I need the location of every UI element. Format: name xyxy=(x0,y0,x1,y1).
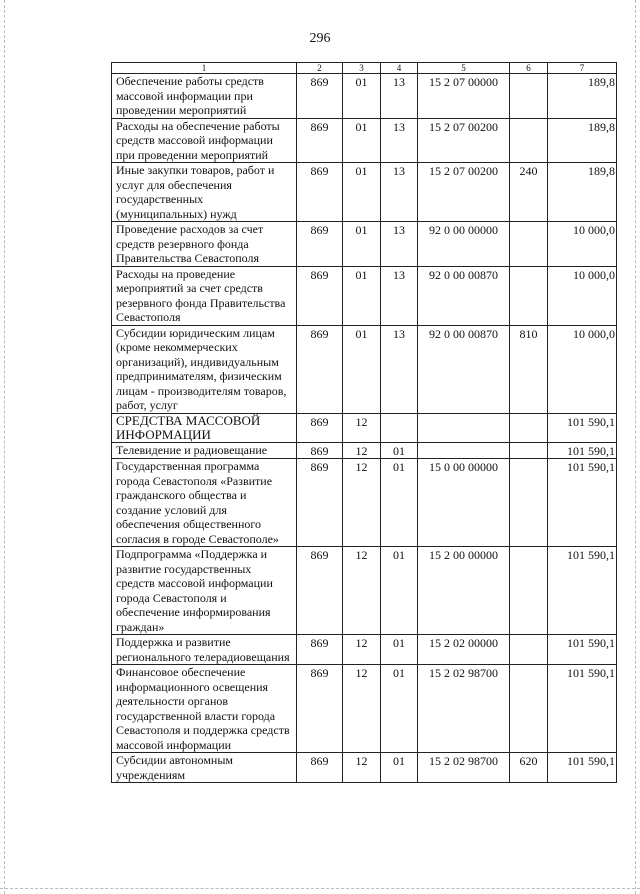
cell-name: Поддержка и развитие регионального телерадиовещания xyxy=(112,635,297,665)
cell-expense-type: 620 xyxy=(510,753,548,783)
cell-section-code: 12 xyxy=(343,442,381,459)
cell-section-code: 12 xyxy=(343,459,381,547)
column-header-4: 4 xyxy=(381,63,418,74)
cell-amount: 189,8 xyxy=(548,74,617,119)
table-body xyxy=(112,74,617,783)
cell-expense-type xyxy=(510,222,548,267)
cell-expense-type: 240 xyxy=(510,163,548,222)
cell-amount: 101 590,1 xyxy=(548,547,617,635)
table-row xyxy=(112,442,617,459)
cell-expense-type xyxy=(510,413,548,442)
cell-subsection-code: 13 xyxy=(381,325,418,413)
cell-target-article: 15 2 00 00000 xyxy=(418,547,510,635)
scan-edge-left xyxy=(4,0,5,894)
cell-name: Субсидии автономным учреждениям xyxy=(112,753,297,783)
cell-grbs-code: 869 xyxy=(297,635,343,665)
table-row xyxy=(112,266,617,325)
table-row xyxy=(112,74,617,119)
table-row xyxy=(112,325,617,413)
column-header-6: 6 xyxy=(510,63,548,74)
cell-grbs-code: 869 xyxy=(297,325,343,413)
cell-target-article: 15 2 07 00200 xyxy=(418,118,510,163)
cell-subsection-code: 01 xyxy=(381,665,418,753)
cell-grbs-code: 869 xyxy=(297,459,343,547)
cell-expense-type xyxy=(510,547,548,635)
cell-name: Расходы на проведение мероприятий за счет средств резервного фонда Правительства Севастополя xyxy=(112,266,297,325)
cell-subsection-code: 13 xyxy=(381,74,418,119)
cell-section-code: 01 xyxy=(343,163,381,222)
cell-target-article: 92 0 00 00870 xyxy=(418,325,510,413)
table-row xyxy=(112,459,617,547)
cell-target-article: 92 0 00 00870 xyxy=(418,266,510,325)
column-header-3: 3 xyxy=(343,63,381,74)
cell-section-code: 01 xyxy=(343,118,381,163)
cell-amount: 10 000,0 xyxy=(548,325,617,413)
cell-subsection-code: 13 xyxy=(381,163,418,222)
cell-expense-type xyxy=(510,118,548,163)
cell-section-code: 01 xyxy=(343,74,381,119)
cell-section-code: 12 xyxy=(343,547,381,635)
scan-edge-right xyxy=(635,0,636,894)
cell-section-code: 12 xyxy=(343,753,381,783)
column-header-1: 1 xyxy=(112,63,297,74)
cell-name: Государственная программа города Севастополя «Развитие гражданского общества и создание условий для обеспечения общественного согласия в городе Севастополе» xyxy=(112,459,297,547)
table-row xyxy=(112,163,617,222)
cell-name: Проведение расходов за счет средств резервного фонда Правительства Севастополя xyxy=(112,222,297,267)
cell-name: Финансовое обеспечение информационного освещения деятельности органов государственной власти города Севастополя и поддержка средств массовой информации xyxy=(112,665,297,753)
cell-subsection-code: 01 xyxy=(381,753,418,783)
cell-section-code: 01 xyxy=(343,325,381,413)
cell-grbs-code: 869 xyxy=(297,266,343,325)
cell-target-article: 15 2 02 98700 xyxy=(418,665,510,753)
cell-amount: 189,8 xyxy=(548,163,617,222)
cell-target-article: 92 0 00 00000 xyxy=(418,222,510,267)
cell-grbs-code: 869 xyxy=(297,753,343,783)
table-row xyxy=(112,413,617,442)
cell-name: Расходы на обеспечение работы средств массовой информации при проведении мероприятий xyxy=(112,118,297,163)
table-row xyxy=(112,222,617,267)
cell-expense-type xyxy=(510,74,548,119)
cell-subsection-code: 13 xyxy=(381,118,418,163)
cell-grbs-code: 869 xyxy=(297,442,343,459)
cell-grbs-code: 869 xyxy=(297,163,343,222)
cell-expense-type xyxy=(510,665,548,753)
cell-amount: 101 590,1 xyxy=(548,413,617,442)
cell-subsection-code: 01 xyxy=(381,635,418,665)
column-number-row xyxy=(112,63,617,74)
cell-grbs-code: 869 xyxy=(297,413,343,442)
cell-amount: 10 000,0 xyxy=(548,222,617,267)
column-header-2: 2 xyxy=(297,63,343,74)
cell-target-article xyxy=(418,413,510,442)
cell-grbs-code: 869 xyxy=(297,547,343,635)
cell-target-article: 15 2 02 98700 xyxy=(418,753,510,783)
table-row xyxy=(112,665,617,753)
cell-name: Подпрограмма «Поддержка и развитие государственных средств массовой информации города Севастополя и обеспечение информирования граждан» xyxy=(112,547,297,635)
cell-target-article: 15 2 07 00200 xyxy=(418,163,510,222)
column-header-5: 5 xyxy=(418,63,510,74)
page-number: 296 xyxy=(309,31,331,46)
cell-target-article: 15 2 02 00000 xyxy=(418,635,510,665)
cell-name: Иные закупки товаров, работ и услуг для обеспечения государственных (муниципальных) нужд xyxy=(112,163,297,222)
cell-amount: 101 590,1 xyxy=(548,442,617,459)
cell-target-article xyxy=(418,442,510,459)
cell-grbs-code: 869 xyxy=(297,665,343,753)
cell-name: СРЕДСТВА МАССОВОЙ ИНФОРМАЦИИ xyxy=(112,413,297,442)
table-row xyxy=(112,547,617,635)
table-row xyxy=(112,635,617,665)
cell-section-code: 12 xyxy=(343,665,381,753)
cell-subsection-code: 13 xyxy=(381,266,418,325)
scan-edge-bottom xyxy=(0,888,640,889)
cell-section-code: 01 xyxy=(343,222,381,267)
cell-amount: 189,8 xyxy=(548,118,617,163)
cell-amount: 101 590,1 xyxy=(548,635,617,665)
cell-section-code: 12 xyxy=(343,413,381,442)
cell-expense-type xyxy=(510,442,548,459)
cell-target-article: 15 0 00 00000 xyxy=(418,459,510,547)
column-header-7: 7 xyxy=(548,63,617,74)
cell-subsection-code: 13 xyxy=(381,222,418,267)
cell-section-code: 01 xyxy=(343,266,381,325)
cell-expense-type xyxy=(510,266,548,325)
cell-expense-type xyxy=(510,635,548,665)
cell-name: Обеспечение работы средств массовой информации при проведении мероприятий xyxy=(112,74,297,119)
table-row xyxy=(112,118,617,163)
cell-expense-type: 810 xyxy=(510,325,548,413)
cell-amount: 101 590,1 xyxy=(548,665,617,753)
cell-section-code: 12 xyxy=(343,635,381,665)
cell-subsection-code xyxy=(381,413,418,442)
cell-target-article: 15 2 07 00000 xyxy=(418,74,510,119)
table-row xyxy=(112,753,617,783)
cell-grbs-code: 869 xyxy=(297,118,343,163)
cell-name: Субсидии юридическим лицам (кроме некоммерческих организаций), индивидуальным предпринимателям, физическим лицам - производителям товаров, работ, услуг xyxy=(112,325,297,413)
cell-amount: 101 590,1 xyxy=(548,459,617,547)
cell-subsection-code: 01 xyxy=(381,442,418,459)
cell-amount: 101 590,1 xyxy=(548,753,617,783)
cell-grbs-code: 869 xyxy=(297,222,343,267)
cell-subsection-code: 01 xyxy=(381,547,418,635)
cell-subsection-code: 01 xyxy=(381,459,418,547)
cell-amount: 10 000,0 xyxy=(548,266,617,325)
cell-name: Телевидение и радиовещание xyxy=(112,442,297,459)
budget-table xyxy=(111,62,617,783)
cell-expense-type xyxy=(510,459,548,547)
cell-grbs-code: 869 xyxy=(297,74,343,119)
